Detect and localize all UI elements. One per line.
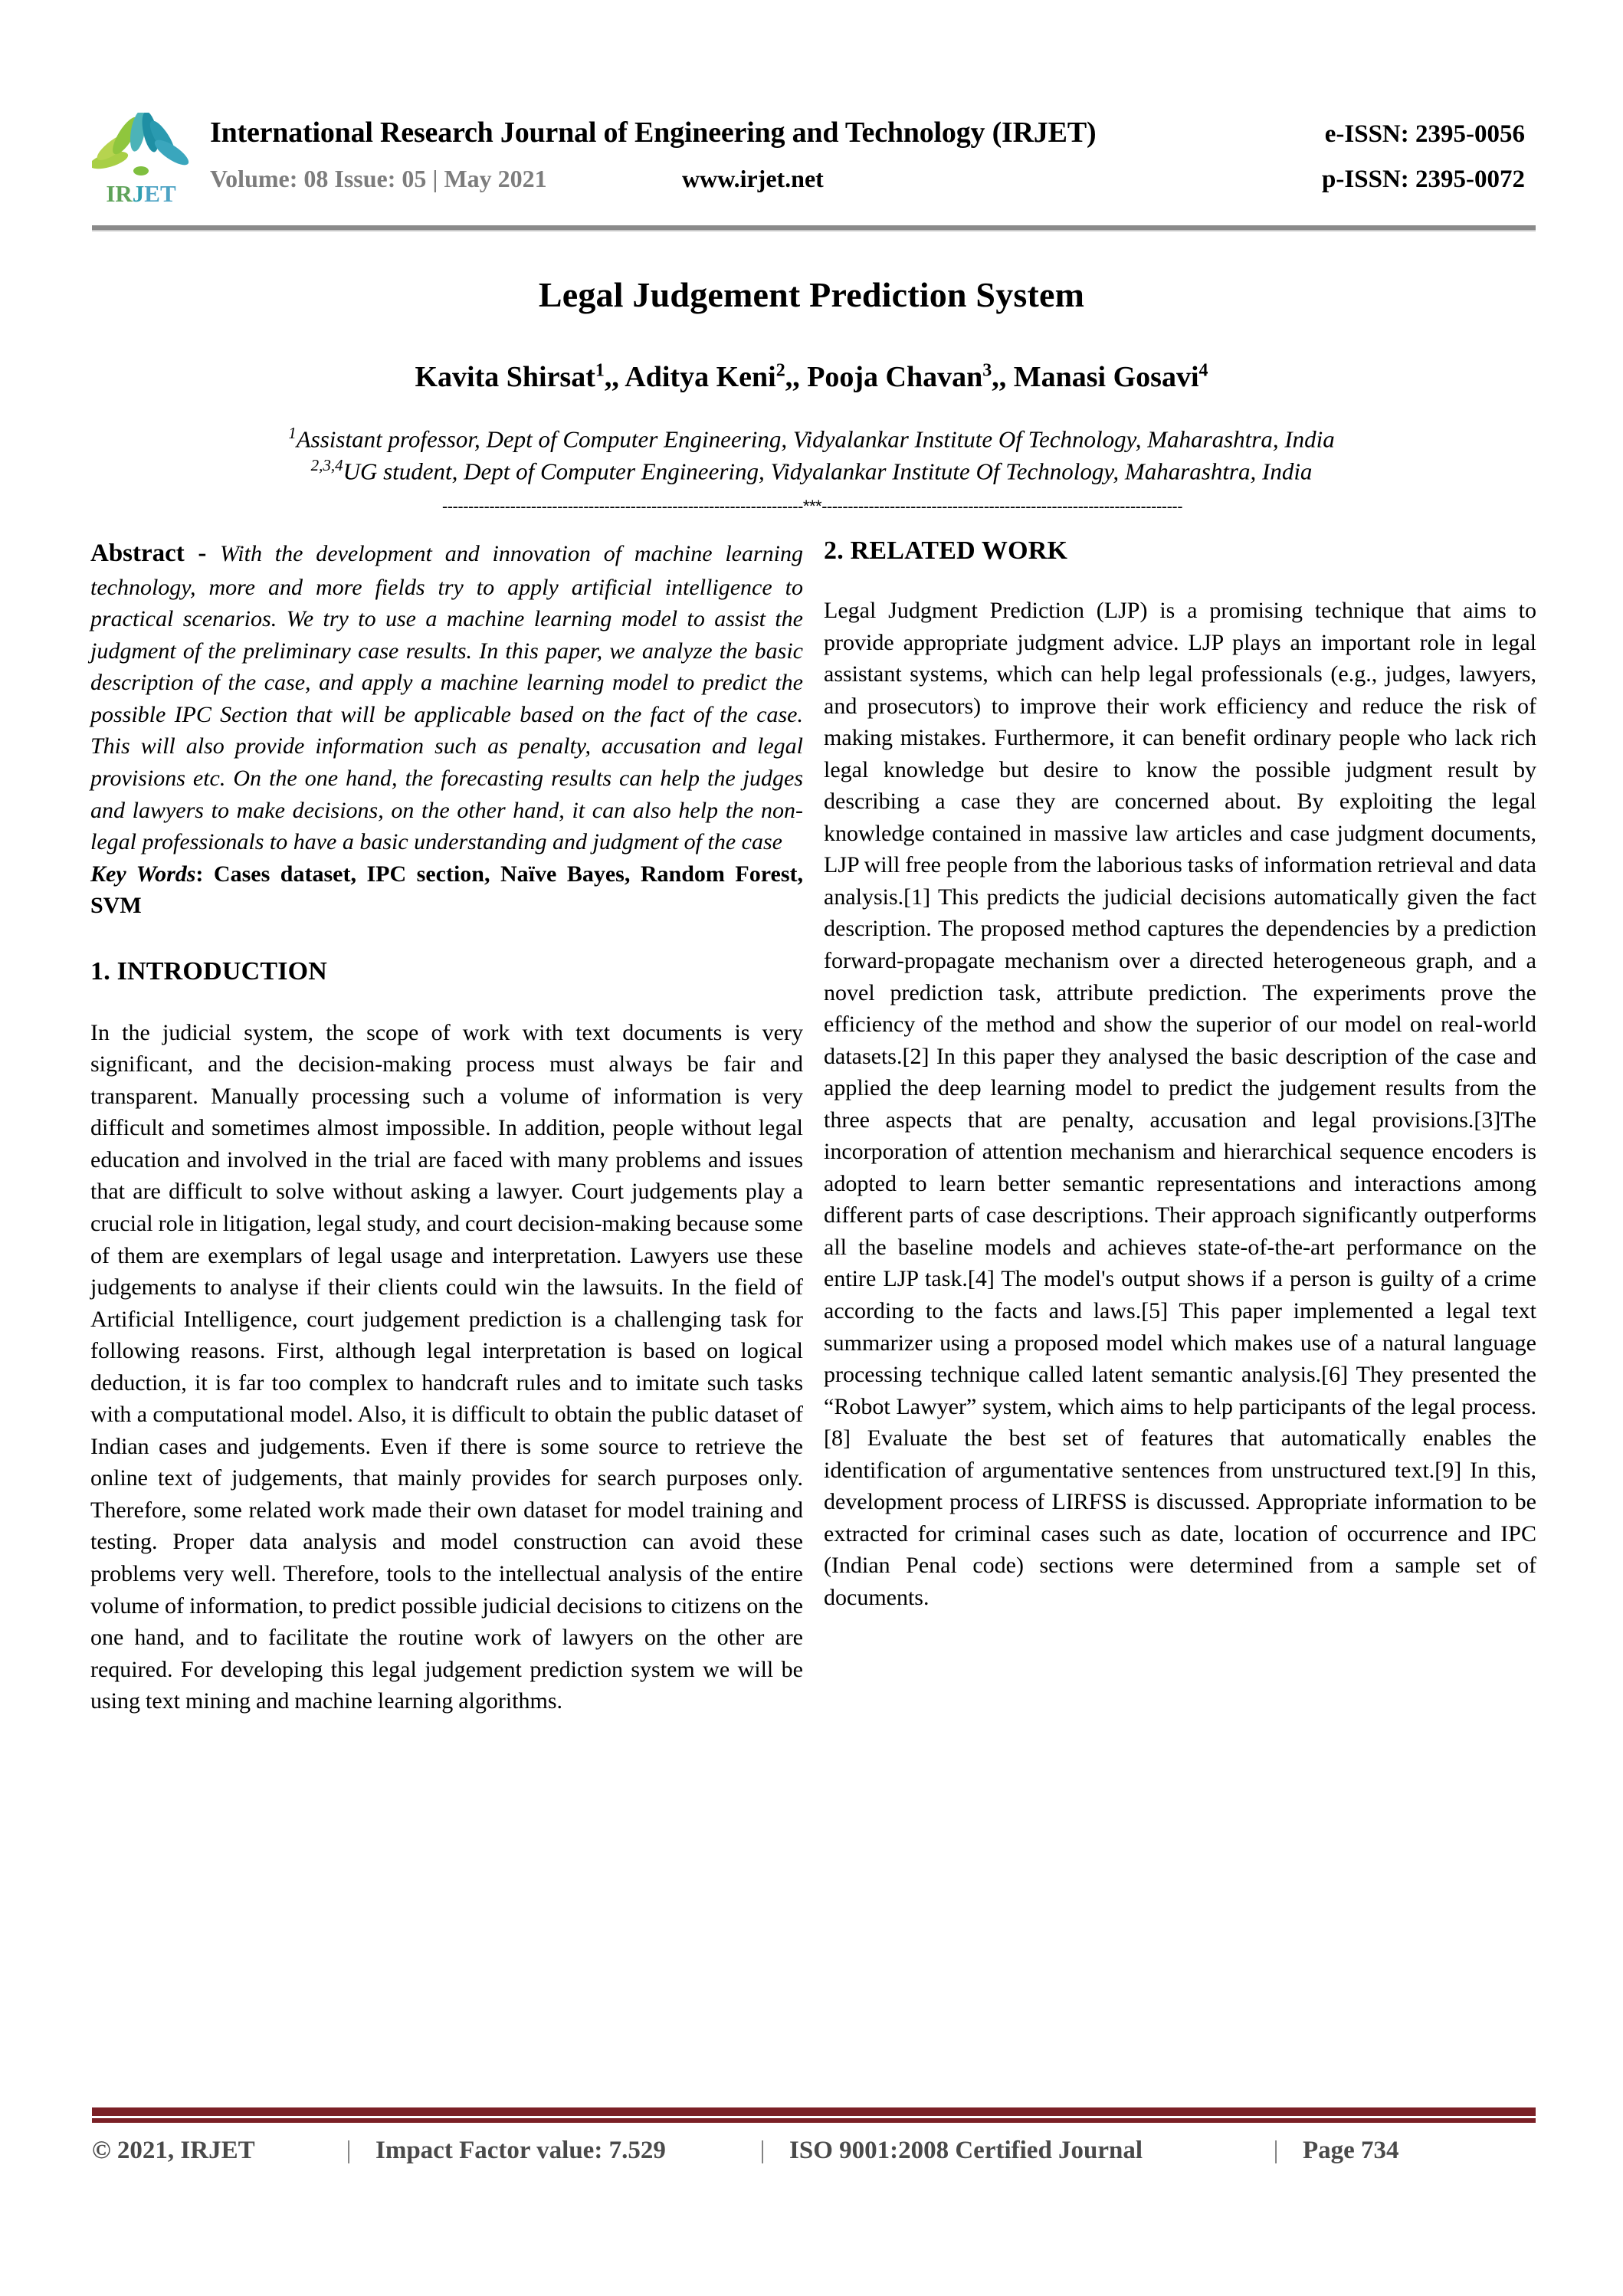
affiliation-line-1: $^1$Assistant professor, Dept of Computer Engineering, Vidyalankar Institute Of Technology, Maharashtra, India <box>288 424 1335 453</box>
irjet-logo <box>92 111 190 212</box>
pissn-label: p-ISSN: 2395-0072 <box>1322 166 1525 193</box>
footer-iso-certification: ISO 9001:2008 Certified Journal <box>789 2137 1143 2164</box>
footer-impact-factor: Impact Factor value: 7.529 <box>375 2137 666 2164</box>
affiliation-line-2: $^{2,3,4}$UG student, Dept of Computer Engineering, Vidyalankar Institute Of Technology, Maharashtra, India <box>310 456 1313 485</box>
abstract-paragraph <box>90 536 803 858</box>
section-heading-related-work: 2. RELATED WORK <box>824 536 1068 565</box>
footer-separator-3: | <box>1273 2137 1279 2164</box>
footer-copyright: © 2021, IRJET <box>92 2137 255 2164</box>
masthead-row-volume <box>210 165 1533 194</box>
footer-divider <box>92 2107 1536 2118</box>
masthead-text <box>210 111 1533 194</box>
logo-j: J <box>132 180 145 207</box>
affiliations <box>0 423 1623 487</box>
masthead-row-title <box>210 116 1533 149</box>
volume-issue-label: Volume: 08 Issue: 05 | May 2021 <box>210 165 547 192</box>
author-list: Kavita Shirsat$^1$,, Aditya Keni$^2$,, Pooja Chavan$^3$,, Manasi Gosavi$^4$ <box>415 360 1208 393</box>
keywords-paragraph <box>90 858 803 922</box>
eissn-label: e-ISSN: 2395-0056 <box>1324 120 1525 148</box>
abstract-label: Abstract - <box>90 540 220 567</box>
section-star-divider: ---------------------------------------------------------------------***--------------------------------------------------------------------- <box>441 497 1183 516</box>
logo-ir: IR <box>106 180 133 207</box>
introduction-paragraph: In the judicial system, the scope of work with text documents is very significant, and the decision-making process must always be fair and transparent. Manually processing such a volume of information is very difficult and sometimes almost impossible. In addition, people without legal education and involved in the trial are faced with many problems and issues that are difficult to solve without asking a lawyer. Court judgements play a crucial role in litigation, legal study, and court decision-making because some of them are exemplars of legal usage and interpretation. Lawyers use these judgements to analyse if their clients could win the lawsuits. In the field of Artificial Intelligence, court judgement prediction is a challenging task for following reasons. First, although legal interpretation is based on logical deduction, it is far too complex to handcraft rules and to imitate such tasks with a computational model. Also, it is difficult to obtain the public dataset of Indian cases and judgements. Even if there is some source to retrieve the online text of judgements, that mainly provides for search purposes only. Therefore, some related work made their own dataset for model training and testing. Proper data analysis and model construction can avoid these problems very well. Therefore, tools to the intellectual analysis of the entire volume of information, to predict possible judicial decisions to citizens on the one hand, and to facilitate the routine work of lawyers on the other are required. For developing this legal judgement prediction system we will be using text mining and machine learning algorithms. <box>90 1019 803 1714</box>
keywords-text: : Cases dataset, IPC section, Naïve Bayes, Random Forest, SVM <box>90 861 803 919</box>
logo-et: ET <box>144 180 176 207</box>
section-heading-introduction: 1. INTRODUCTION <box>90 956 328 986</box>
abstract-text: With the development and innovation of machine learning technology, more and more fields try to apply artificial intelligence to practical scenarios. We try to use a machine learning model to assist the judgment of the preliminary case results. In this paper, we analyze the basic description of the case, and apply a machine learning model to predict the possible IPC Section that will be applicable based on the fact of the case. This will also provide information such as penalty, accusation and legal provisions etc. On the one hand, the forecasting results can help the judges and lawyers to make decisions, on the other hand, it can also help the non-legal professionals to have a basic understanding and judgment of the case <box>90 541 804 855</box>
journal-title: International Research Journal of Engineering and Technology (IRJET) <box>210 116 1097 149</box>
leaf-fan-icon <box>92 113 190 186</box>
page-title: Legal Judgement Prediction System <box>538 275 1085 314</box>
journal-website-link[interactable]: www.irjet.net <box>682 165 824 192</box>
footer-page-number: Page 734 <box>1303 2137 1399 2164</box>
masthead <box>92 111 1533 212</box>
left-column <box>90 536 803 1717</box>
keywords-label: Key Words <box>90 861 196 887</box>
related-work-paragraph: Legal Judgment Prediction (LJP) is a promising technique that aims to provide appropriate judgment advice. LJP plays an important role in legal assistant systems, which can help legal professionals (e.g., judges, lawyers, and prosecutors) to improve their work efficiency and reduce the risk of making mistakes. Furthermore, it can benefit ordinary people who lack rich legal knowledge but desire to know the possible judgment result by describing a case they are concerned about. By exploiting the legal knowledge contained in massive law articles and case judgment documents, LJP will free people from the laborious tasks of information retrieval and data analysis.[1] This predicts the judicial decisions automatically given the fact description. The proposed method captures the dependencies by a prediction forward-propagate mechanism over a directed heterogeneous graph, and a novel prediction task, attribute prediction. The experiments prove the efficiency of the method and show the superior of our model on real-world datasets.[2] In this paper they analysed the basic description of the case and applied the deep learning model to predict the judgement results from the three aspects that are penalty, accusation and legal provisions.[3]The incorporation of attention mechanism and hierarchical sequence encoders is adopted to learn better semantic representations and interactions among different parts of case descriptions. Their approach significantly outperforms all the baseline models and achieves state-of-the-art performance on the entire LJP task.[4] The model's output shows if a person is guilty of a crime according to the facts and laws.[5] This paper implemented a legal text summarizer using a proposed model which makes use of a natural language processing technique called latent semantic analysis.[6] They presented the “Robot Lawyer” system, which aims to help participants of the legal process.[8] Evaluate the best set of features that automatically enables the identification of argumentative sentences from unstructured text.[9] In this, development process of LIRFSS is discussed. Appropriate information to be extracted for criminal cases such as date, location of occurrence and IPC (Indian Penal code) sections were determined from a sample set of documents. <box>824 598 1536 1610</box>
irjet-logo-wordmark <box>93 182 189 205</box>
right-column <box>824 536 1536 1614</box>
header-divider <box>92 225 1536 231</box>
page-footer <box>92 2137 1536 2165</box>
footer-separator-1: | <box>346 2137 352 2164</box>
footer-separator-2: | <box>759 2137 766 2164</box>
